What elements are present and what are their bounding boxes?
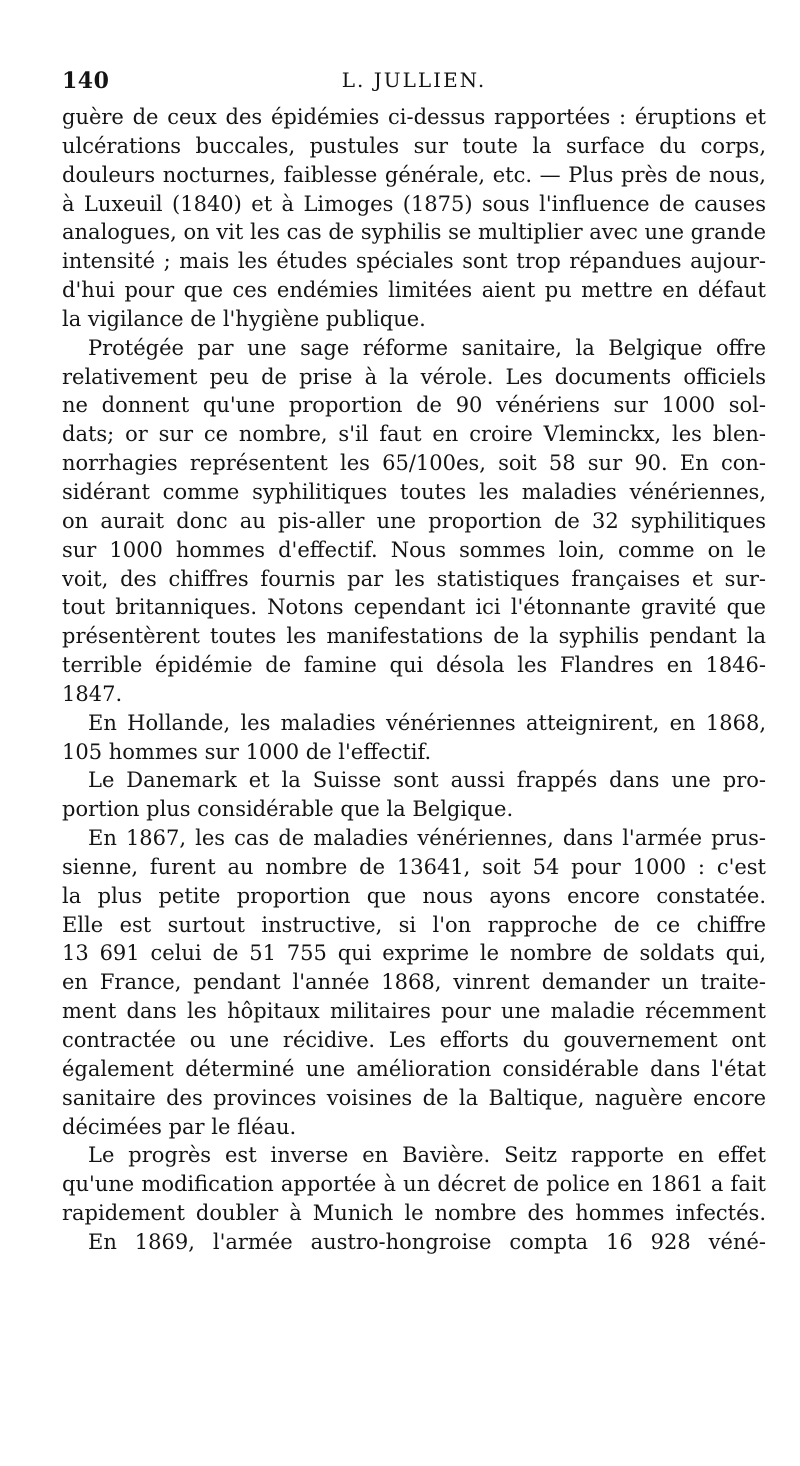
- text-line: 105 hommes sur 1000 de l'effectif.: [62, 739, 432, 764]
- text-line: guère de ceux des épidémies ci-dessus rapportées : éruptions et: [62, 105, 766, 129]
- text-line: portion plus considérable que la Belgique.: [62, 797, 514, 822]
- text-line: la vigilance de l'hygiène publique.: [62, 306, 426, 331]
- text-line: 1847.: [62, 681, 123, 706]
- text-line: En 1867, les cas de maladies vénériennes, dans l'armée prus-: [88, 826, 766, 851]
- text-line: sur 1000 hommes d'effectif. Nous sommes loin, comme on le: [62, 537, 766, 562]
- text-line: sienne, furent au nombre de 13641, soit 54 pour 1000 : c'est: [62, 854, 766, 879]
- text-line: analogues, on vit les cas de syphilis se multiplier avec une grande: [62, 220, 766, 245]
- text-line: norrhagies représentent les 65/100es, soit 58 sur 90. En con-: [62, 451, 766, 476]
- text-line: sidérant comme syphilitiques toutes les maladies vénériennes,: [62, 479, 766, 504]
- text-line: voit, des chiffres fournis par les statistiques françaises et sur-: [62, 566, 766, 591]
- text-line: qu'une modification apportée à un décret de police en 1861 a fait: [62, 1172, 766, 1197]
- running-head: [62, 68, 766, 98]
- body-text: [62, 103, 766, 1257]
- text-line: décimées par le fléau.: [62, 1114, 297, 1139]
- text-line: ne donnent qu'une proportion de 90 vénériens sur 1000 sol-: [62, 393, 766, 418]
- text-line: en France, pendant l'année 1868, vinrent demander un traite-: [62, 970, 766, 995]
- text-line: contractée ou une récidive. Les efforts du gouvernement ont: [62, 1028, 766, 1052]
- text-line: ulcérations buccales, pustules sur toute la surface du corps,: [62, 133, 766, 158]
- text-line: ment dans les hôpitaux militaires pour une maladie récemment: [62, 999, 766, 1024]
- text-line: En Hollande, les maladies vénériennes atteignirent, en 1868,: [88, 710, 766, 735]
- text-line: d'hui pour que ces endémies limitées aient pu mettre en défaut: [62, 278, 766, 303]
- text-line: présentèrent toutes les manifestations de la syphilis pendant la: [62, 624, 766, 649]
- text-line: douleurs nocturnes, faiblesse générale, etc. — Plus près de nous,: [62, 162, 766, 187]
- text-line: également déterminé une amélioration considérable dans l'état: [62, 1056, 766, 1081]
- text-line: Elle est surtout instructive, si l'on rapproche de ce chiffre: [62, 912, 766, 937]
- text-line: rapidement doubler à Munich le nombre des hommes infectés.: [62, 1201, 766, 1226]
- text-line: Le progrès est inverse en Bavière. Seitz rapporte en effet: [88, 1143, 766, 1168]
- text-line: sanitaire des provinces voisines de la Baltique, naguère encore: [62, 1085, 766, 1110]
- running-title: L. JULLIEN.: [341, 68, 487, 92]
- text-line: relativement peu de prise à la vérole. Les documents officiels: [62, 364, 766, 389]
- text-line: tout britanniques. Notons cependant ici l'étonnante gravité que: [62, 595, 766, 620]
- text-line: Protégée par une sage réforme sanitaire, la Belgique offre: [88, 335, 766, 360]
- text-line: En 1869, l'armée austro-hongroise compta 16 928 véné-: [88, 1229, 766, 1254]
- text-line: à Luxeuil (1840) et à Limoges (1875) sous l'influence de causes: [62, 191, 766, 216]
- page-number: 140: [62, 68, 110, 94]
- text-line: on aurait donc au pis-aller une proportion de 32 syphilitiques: [62, 508, 766, 533]
- text-line: dats; or sur ce nombre, s'il faut en croire Vleminckx, les blen-: [62, 422, 766, 447]
- text-line: 13 691 celui de 51 755 qui exprime le nombre de soldats qui,: [62, 941, 766, 966]
- text-line: terrible épidémie de famine qui désola les Flandres en 1846-: [62, 653, 766, 678]
- text-line: Le Danemark et la Suisse sont aussi frappés dans une pro-: [88, 768, 766, 793]
- text-line: la plus petite proportion que nous ayons encore constatée.: [62, 883, 766, 908]
- text-line: intensité ; mais les études spéciales sont trop répandues aujour-: [62, 249, 766, 274]
